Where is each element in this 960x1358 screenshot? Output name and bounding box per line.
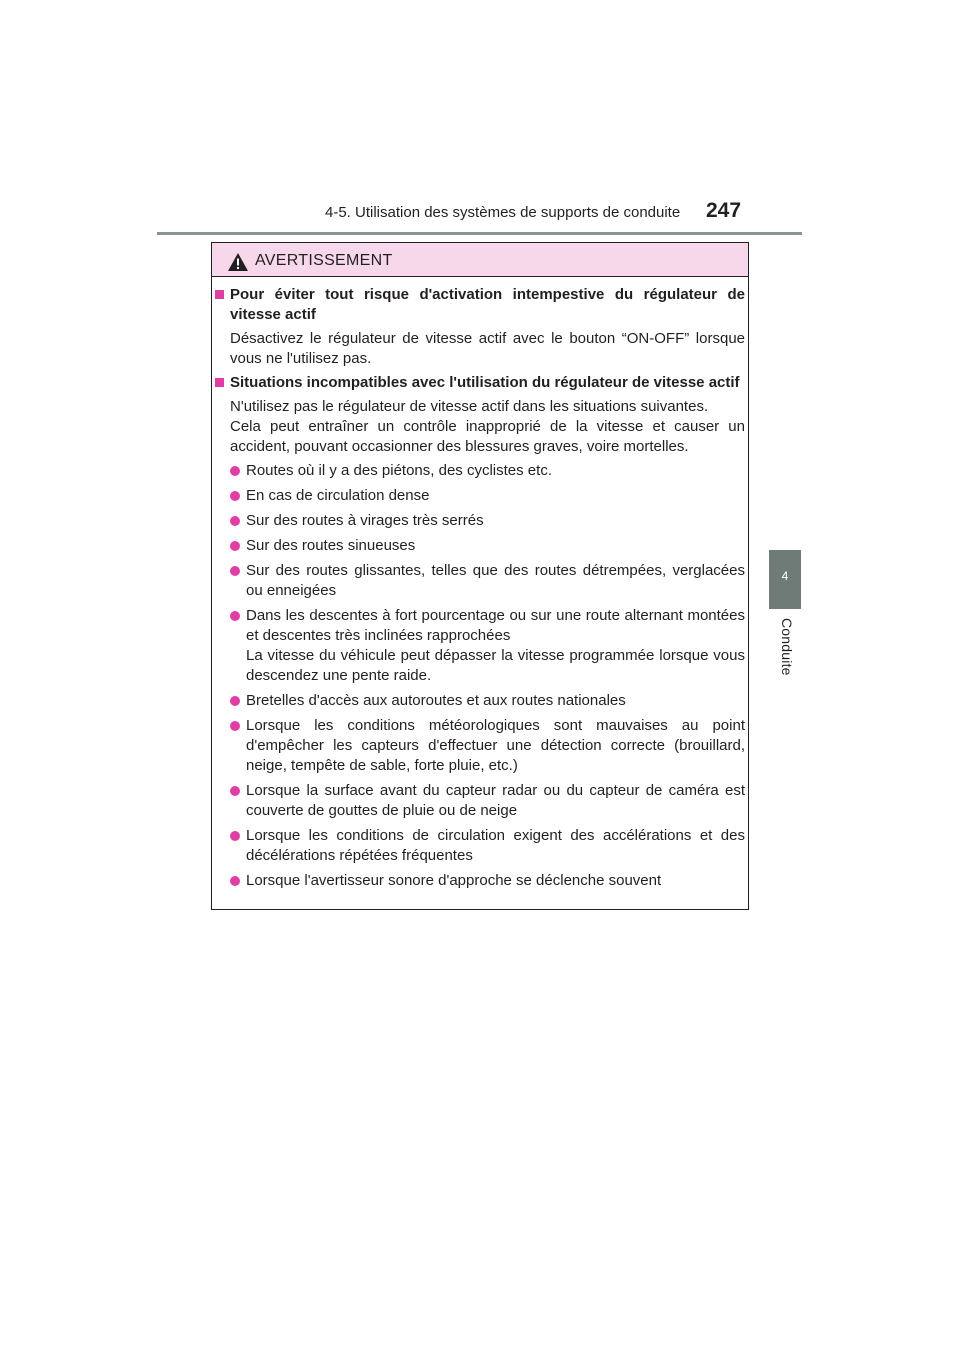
bullet-dot-icon xyxy=(230,516,240,526)
warning-section xyxy=(215,285,745,325)
bullet-dot-icon xyxy=(230,491,240,501)
chapter-label: Conduite xyxy=(779,618,795,676)
list-item-text: Sur des routes sinueuses xyxy=(246,537,416,554)
section-heading: Pour éviter tout risque d'activation intempestive du régulateur de vitesse actif xyxy=(230,286,745,323)
bullet-dot-icon xyxy=(230,541,240,551)
list-item xyxy=(230,561,745,601)
warning-triangle-icon xyxy=(227,252,249,272)
list-item-text: En cas de circulation dense xyxy=(246,487,430,504)
paragraph: Désactivez le régulateur de vitesse actif avec le bouton “ON-OFF” lorsque vous ne l'utilisez pas. xyxy=(230,330,745,367)
list-item-text: Lorsque les conditions de circulation exigent des accélérations et des décélérations répétées fréquentes xyxy=(246,827,745,864)
list-item xyxy=(230,871,745,891)
bullet-dot-icon xyxy=(230,466,240,476)
bullet-dot-icon xyxy=(230,831,240,841)
bullet-dot-icon xyxy=(230,566,240,576)
list-item-text: Dans les descentes à fort pourcentage ou sur une route alternant montées et descentes très inclinées rapprochées xyxy=(246,607,745,644)
list-item xyxy=(230,536,745,556)
warning-box xyxy=(211,242,749,910)
bullet-dot-icon xyxy=(230,696,240,706)
list-item-text: Lorsque la surface avant du capteur radar ou du capteur de caméra est couverte de gouttes de pluie ou de neige xyxy=(246,782,745,819)
paragraph-line: Cela peut entraîner un contrôle inapproprié de la vitesse et causer un accident, pouvant occasionner des blessures graves, voire mortelles. xyxy=(230,418,745,455)
warning-title: AVERTISSEMENT xyxy=(255,252,393,269)
list-item xyxy=(230,716,745,776)
situation-list xyxy=(215,461,745,891)
square-bullet-icon xyxy=(215,290,224,299)
warning-section xyxy=(215,373,745,393)
list-item xyxy=(230,691,745,711)
chapter-number: 4 xyxy=(781,569,789,583)
header-rule xyxy=(157,232,802,235)
list-item-text: Lorsque les conditions météorologiques sont mauvaises au point d'empêcher les capteurs d'effectuer une détection correcte (brouillard, neige, tempête de sable, forte pluie, etc.) xyxy=(246,717,745,774)
bullet-dot-icon xyxy=(230,786,240,796)
chapter-tab xyxy=(769,550,801,609)
square-bullet-icon xyxy=(215,378,224,387)
paragraph-line: N'utilisez pas le régulateur de vitesse actif dans les situations suivantes. xyxy=(230,398,709,415)
list-item-text: Sur des routes glissantes, telles que des routes détrempées, verglacées ou enneigées xyxy=(246,562,745,599)
list-item-text: Lorsque l'avertisseur sonore d'approche se déclenche souvent xyxy=(246,872,662,889)
bullet-dot-icon xyxy=(230,721,240,731)
paragraph xyxy=(215,397,745,457)
list-item xyxy=(230,486,745,506)
list-item-text: Sur des routes à virages très serrés xyxy=(246,512,484,529)
section-title: 4-5. Utilisation des systèmes de supports de conduite xyxy=(325,204,681,221)
section-heading: Situations incompatibles avec l'utilisation du régulateur de vitesse actif xyxy=(230,374,740,391)
list-item xyxy=(230,511,745,531)
list-item xyxy=(230,781,745,821)
bullet-dot-icon xyxy=(230,611,240,621)
bullet-dot-icon xyxy=(230,876,240,886)
list-item-text: Bretelles d'accès aux autoroutes et aux routes nationales xyxy=(246,692,626,709)
page-number: 247 xyxy=(706,199,742,222)
list-item-note: La vitesse du véhicule peut dépasser la vitesse programmée lorsque vous descendez une pente raide. xyxy=(246,647,745,684)
list-item-text: Routes où il y a des piétons, des cyclistes etc. xyxy=(246,462,552,479)
warning-content xyxy=(215,285,745,896)
list-item xyxy=(230,461,745,481)
warning-header xyxy=(212,243,748,277)
list-item xyxy=(230,606,745,686)
list-item xyxy=(230,826,745,866)
page-header xyxy=(0,0,960,240)
